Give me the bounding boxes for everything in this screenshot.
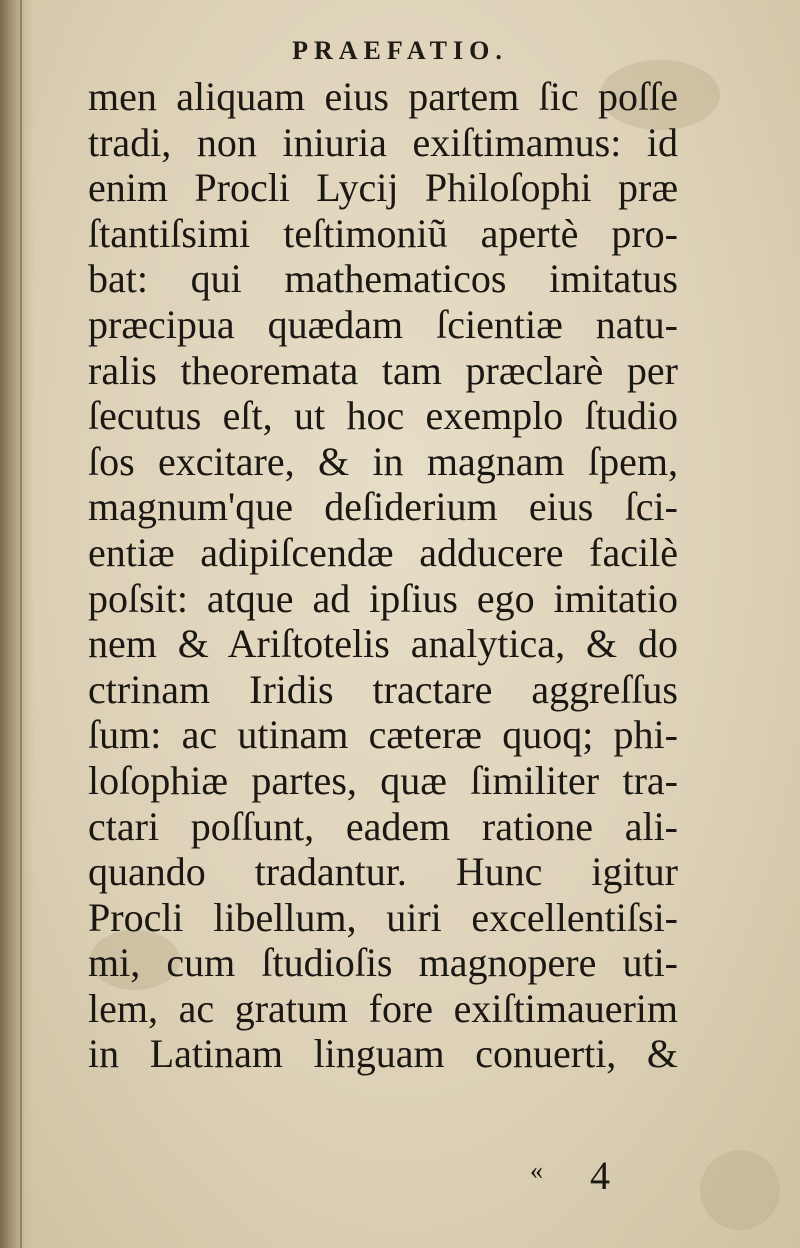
signature-mark: « <box>530 1156 543 1185</box>
page-footer <box>520 1152 670 1202</box>
text-line: ctrinam Iridis tractare aggreſſus <box>88 666 678 712</box>
text-line: ralis theoremata tam præclarè per <box>88 347 678 393</box>
text-line: quando tradantur. Hunc igitur <box>88 849 678 895</box>
body-text <box>88 74 678 1077</box>
text-line: Procli libellum, uiri excellentiſsi- <box>88 894 678 940</box>
text-line: præcipua quædam ſcientiæ natu- <box>88 301 678 347</box>
text-line: loſophiæ partes, quæ ſimiliter tra- <box>88 757 678 803</box>
page-number: 4 <box>590 1153 610 1198</box>
text-line: mi, cum ſtudioſis magnopere uti- <box>88 940 678 986</box>
text-line: magnum'que deſiderium eius ſci- <box>88 484 678 530</box>
text-line: tradi, non iniuria exiſtimamus: id <box>88 119 678 165</box>
paper-stain <box>700 1150 780 1230</box>
text-line: nem & Ariſtotelis analytica, & do <box>88 621 678 667</box>
running-title: PRAEFATIO. <box>292 36 508 65</box>
binding-gutter <box>0 0 34 1248</box>
text-line: ſum: ac utinam cæteræ quoq; phi- <box>88 712 678 758</box>
text-line: bat: qui mathematicos imitatus <box>88 256 678 302</box>
text-line: entiæ adipiſcendæ adducere facilè <box>88 529 678 575</box>
text-line: in Latinam linguam conuerti, & <box>88 1031 678 1077</box>
binding-edge <box>20 0 22 1248</box>
text-line: ſecutus eſt, ut hoc exemplo ſtudio <box>88 393 678 439</box>
text-line: ſtantiſsimi teſtimoniũ apertè pro- <box>88 210 678 256</box>
text-line: men aliquam eius partem ſic poſſe <box>88 74 678 119</box>
text-line: ſos excitare, & in magnam ſpem, <box>88 438 678 484</box>
text-line: lem, ac gratum fore exiſtimauerim <box>88 985 678 1031</box>
text-line: poſsit: atque ad ipſius ego imitatio <box>88 575 678 621</box>
text-line: enim Procli Lycij Philoſophi præ <box>88 165 678 211</box>
text-line: ctari poſſunt, eadem ratione ali- <box>88 803 678 849</box>
